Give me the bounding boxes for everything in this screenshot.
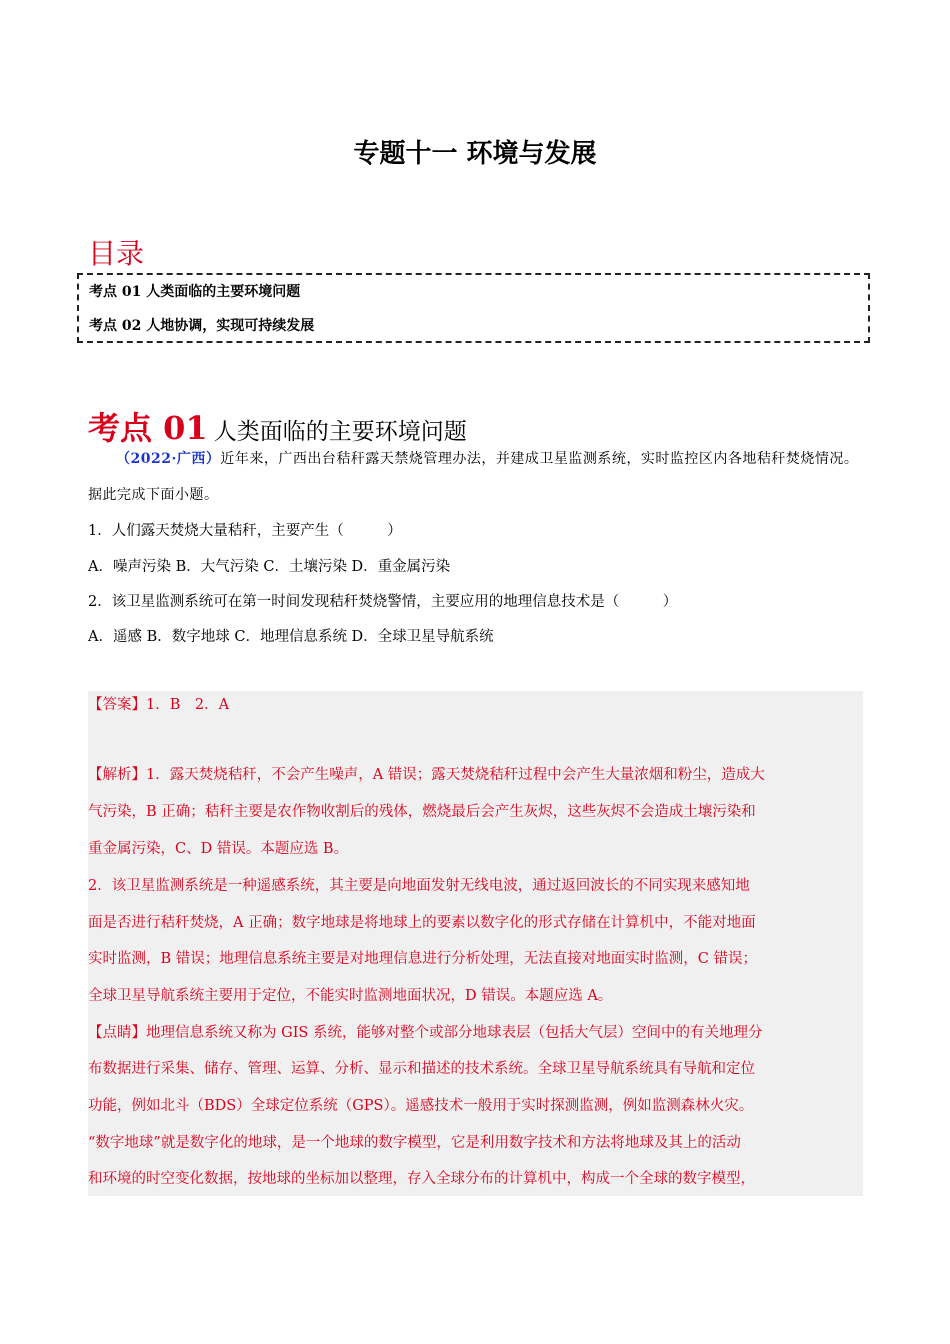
answer-text: 1．B 2．A: [146, 697, 230, 713]
intro-text: 近年来，广西出台秸秆露天禁烧管理办法，并建成卫星监测系统，实时监控区内各地秸秆焚烧情况。据此完成下面小题。: [88, 451, 859, 503]
analysis-text: 1．露天焚烧秸秆，不会产生噪声，A 错误；露天焚烧秸秆过程中会产生大量浓烟和粉尘，造成大: [146, 767, 765, 783]
analysis-line-7: 全球卫星导航系统主要用于定位，不能实时监测地面状况，D 错误。本题应选 A。: [88, 988, 613, 1004]
tip-line-4: “数字地球”就是数字化的地球，是一个地球的数字模型，它是利用数字技术和方法将地球及其上的活动: [88, 1135, 741, 1151]
tip-line-5: 和环境的时空变化数据，按地球的坐标加以整理，存入全球分布的计算机中，构成一个全球的数字模型，: [88, 1171, 755, 1187]
analysis-line-5: 面是否进行秸秆焚烧，A 正确；数字地球是将地球上的要素以数字化的形式存储在计算机中，不能对地面: [88, 915, 756, 931]
page-title: 专题十一 环境与发展: [353, 139, 597, 169]
tip-line-2: 布数据进行采集、储存、管理、运算、分析、显示和描述的技术系统。全球卫星导航系统具有导航和定位: [88, 1061, 755, 1077]
answer-box: [88, 691, 863, 1196]
answer-tag: 【答案】: [88, 697, 146, 713]
toc-item-2[interactable]: 考点 02 人地协调，实现可持续发展: [89, 318, 315, 334]
tip-tag: 【点睛】: [88, 1025, 146, 1041]
tip-line-3: 功能，例如北斗（BDS）全球定位系统（GPS）。遥感技术一般用于实时探测监测，例如监测森林火灾。: [88, 1098, 754, 1114]
question-source: （2022·广西）: [116, 451, 221, 467]
analysis-line-3: 重金属污染，C、D 错误。本题应选 B。: [88, 841, 349, 857]
question-1-stem: 1．人们露天焚烧大量秸秆，主要产生（ ）: [88, 523, 402, 539]
toc-heading: 目录: [88, 237, 145, 270]
analysis-line-4: 2．该卫星监测系统是一种遥感系统，其主要是向地面发射无线电波，通过返回波长的不同实现来感知地: [88, 878, 750, 894]
analysis-line-2: 气污染，B 正确；秸秆主要是农作物收割后的残体，燃烧最后会产生灰烬，这些灰烬不会造成土壤污染和: [88, 804, 756, 820]
toc-box: [77, 273, 870, 343]
tip-line-1: [88, 1016, 863, 1051]
answer-line: [88, 688, 863, 723]
section-code: 考点 01: [88, 409, 208, 447]
toc-item-1[interactable]: 考点 01 人类面临的主要环境问题: [89, 284, 301, 300]
intro-paragraph: [88, 441, 863, 513]
question-2-options: A．遥感 B．数字地球 C．地理信息系统 D．全球卫星导航系统: [88, 629, 494, 645]
analysis-line-6: 实时监测，B 错误；地理信息系统主要是对地理信息进行分析处理，无法直接对地面实时监测，C 错误；: [88, 951, 757, 967]
tip-text: 地理信息系统又称为 GIS 系统，能够对整个或部分地球表层（包括大气层）空间中的有关地理分: [146, 1025, 763, 1041]
section-name: 人类面临的主要环境问题: [213, 419, 467, 445]
question-1-options: A．噪声污染 B．大气污染 C．土壤污染 D．重金属污染: [88, 559, 451, 575]
analysis-line-1: [88, 758, 863, 793]
question-2-stem: 2．该卫星监测系统可在第一时间发现秸秆焚烧警情，主要应用的地理信息技术是（ ）: [88, 594, 678, 610]
analysis-tag: 【解析】: [88, 767, 146, 783]
